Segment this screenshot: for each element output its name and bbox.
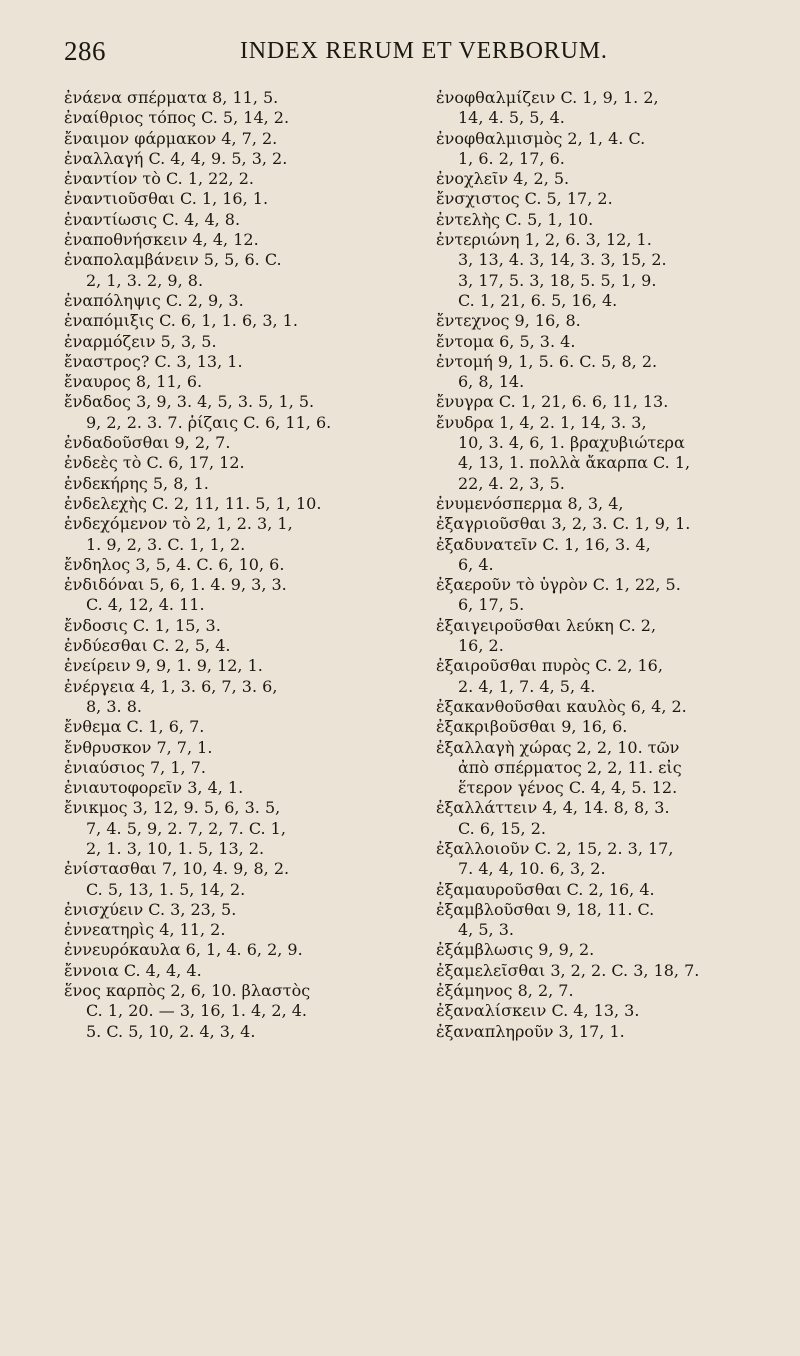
index-entry-continuation: 22, 4. 2, 3, 5.: [458, 473, 565, 493]
index-entry: ἐνείρειν 9, 9, 1. 9, 12, 1.: [64, 656, 263, 676]
index-entry: ἐναντιοῦσθαι C. 1, 16, 1.: [64, 189, 269, 209]
index-column-right: [436, 88, 786, 1042]
index-entry: ἐξαγριοῦσθαι 3, 2, 3. C. 1, 9, 1.: [436, 514, 691, 534]
index-entry-continuation: 7, 4. 5, 9, 2. 7, 2, 7. C. 1,: [86, 818, 286, 838]
index-entry: ἔντεχνος 9, 16, 8.: [436, 311, 581, 331]
index-entry: ἐνιαύσιος 7, 1, 7.: [64, 757, 206, 777]
index-entry-continuation: 4, 13, 1. πολλὰ ἄκαρπα C. 1,: [458, 453, 691, 473]
index-entry: ἐνδεχόμενον τὸ 2, 1, 2. 3, 1,: [64, 514, 293, 534]
index-entry: ἐναλλαγή C. 4, 4, 9. 5, 3, 2.: [64, 148, 288, 168]
index-entry-continuation: 16, 2.: [458, 636, 504, 656]
index-entry-continuation: ἕτερον γένος C. 4, 4, 5. 12.: [458, 778, 678, 798]
index-entry: ἐναντίωσις C. 4, 4, 8.: [64, 209, 241, 229]
index-entry: ἔναυρος 8, 11, 6.: [64, 372, 203, 392]
index-entry: ἐξαλλαγὴ χώρας 2, 2, 10. τῶν: [436, 737, 680, 757]
index-entry: ἐνίστασθαι 7, 10, 4. 9, 8, 2.: [64, 859, 290, 879]
index-entry-continuation: 2. 4, 1, 7. 4, 5, 4.: [458, 676, 596, 696]
index-entry-continuation: 10, 3. 4, 6, 1. βραχυβιώτερα: [458, 433, 685, 453]
index-entry: ἔνδαδος 3, 9, 3. 4, 5, 3. 5, 1, 5.: [64, 392, 315, 412]
index-entry: ἔνθρυσκον 7, 7, 1.: [64, 737, 213, 757]
index-entry: ἐνάενα σπέρματα 8, 11, 5.: [64, 88, 279, 107]
index-entry: ἐξαμαυροῦσθαι C. 2, 16, 4.: [436, 879, 655, 899]
index-entry: ἐναπολαμβάνειν 5, 5, 6. C.: [64, 250, 282, 270]
index-entry: ἐνοχλεῖν 4, 2, 5.: [436, 169, 570, 189]
index-entry: ἐξάμηνος 8, 2, 7.: [436, 981, 574, 1001]
index-entry: ἐξαμελεῖσθαι 3, 2, 2. C. 3, 18, 7.: [436, 960, 700, 980]
index-entry: ἐνδεὲς τὸ C. 6, 17, 12.: [64, 453, 245, 473]
index-entry: ἐνδαδοῦσθαι 9, 2, 7.: [64, 433, 231, 453]
index-entry-continuation: ἀπὸ σπέρματος 2, 2, 11. εἰς: [458, 757, 682, 777]
index-entry: ἐξαιροῦσθαι πυρὸς C. 2, 16,: [436, 656, 663, 676]
index-entry-continuation: 9, 2, 2. 3. 7. ῥίζαις C. 6, 11, 6.: [86, 412, 332, 432]
index-entry: ἔντομα 6, 5, 3. 4.: [436, 331, 576, 351]
index-entry: ἐξαναπληροῦν 3, 17, 1.: [436, 1021, 625, 1041]
index-entry: ἐξαναλίσκειν C. 4, 13, 3.: [436, 1001, 640, 1021]
index-entry: ἐξαδυνατεῖν C. 1, 16, 3. 4,: [436, 534, 651, 554]
index-entry: ἐνιαυτοφορεῖν 3, 4, 1.: [64, 778, 244, 798]
index-entry-continuation: C. 1, 21, 6. 5, 16, 4.: [458, 290, 618, 310]
page-header: [0, 36, 800, 76]
index-column-left: [64, 88, 424, 1042]
index-entry-continuation: C. 6, 15, 2.: [458, 818, 546, 838]
index-entry-continuation: 6, 4.: [458, 554, 494, 574]
index-entry: ἔνθεμα C. 1, 6, 7.: [64, 717, 205, 737]
index-entry: ἐναίθριος τόπος C. 5, 14, 2.: [64, 108, 290, 128]
index-entry: ἐντομή 9, 1, 5. 6. C. 5, 8, 2.: [436, 351, 658, 371]
index-entry-continuation: 7. 4, 4, 10. 6, 3, 2.: [458, 859, 606, 879]
index-entry: ἔνδοσις C. 1, 15, 3.: [64, 615, 221, 635]
running-head: INDEX RERUM ET VERBORUM.: [240, 38, 608, 64]
page-number: 286: [64, 36, 106, 66]
index-entry: ἐνδιδόναι 5, 6, 1. 4. 9, 3, 3.: [64, 575, 287, 595]
index-entry: ἐνδεκήρης 5, 8, 1.: [64, 473, 209, 493]
index-entry: ἐξαλλοιοῦν C. 2, 15, 2. 3, 17,: [436, 838, 674, 858]
index-entry: ἐναπόμιξις C. 6, 1, 1. 6, 3, 1.: [64, 311, 298, 331]
index-entry: ἐννευρόκαυλα 6, 1, 4. 6, 2, 9.: [64, 940, 303, 960]
index-entry: ἐνοφθαλμίζειν C. 1, 9, 1. 2,: [436, 88, 659, 107]
index-entry: ἐξαλλάττειν 4, 4, 14. 8, 8, 3.: [436, 798, 670, 818]
index-entry-continuation: 4, 5, 3.: [458, 920, 514, 940]
index-entry-continuation: C. 1, 20. — 3, 16, 1. 4, 2, 4.: [86, 1001, 308, 1021]
index-entry-continuation: C. 4, 12, 4. 11.: [86, 595, 205, 615]
index-entry-continuation: C. 5, 13, 1. 5, 14, 2.: [86, 879, 246, 899]
index-entry-continuation: 1, 6. 2, 17, 6.: [458, 148, 565, 168]
index-entry: ἐξακανθοῦσθαι καυλὸς 6, 4, 2.: [436, 696, 687, 716]
index-entry: ἔναστρος? C. 3, 13, 1.: [64, 351, 243, 371]
index-entry-continuation: 6, 17, 5.: [458, 595, 525, 615]
index-entry: ἐννεατηρὶς 4, 11, 2.: [64, 920, 226, 940]
index-entry: ἐνέργεια 4, 1, 3. 6, 7, 3. 6,: [64, 676, 278, 696]
index-entry: ἔνυδρα 1, 4, 2. 1, 14, 3. 3,: [436, 412, 647, 432]
index-entry-continuation: 3, 13, 4. 3, 14, 3. 3, 15, 2.: [458, 250, 667, 270]
index-entry-continuation: 14, 4. 5, 5, 4.: [458, 108, 565, 128]
index-entry: ἐναπόληψις C. 2, 9, 3.: [64, 290, 244, 310]
index-entry: ἐνυμενόσπερμα 8, 3, 4,: [436, 493, 624, 513]
index-entry: ἐξακριβοῦσθαι 9, 16, 6.: [436, 717, 628, 737]
index-entry: ἔναιμον φάρμακον 4, 7, 2.: [64, 128, 278, 148]
index-entry: ἔνυγρα C. 1, 21, 6. 6, 11, 13.: [436, 392, 669, 412]
index-entry-continuation: 8, 3. 8.: [86, 696, 142, 716]
index-entry: ἐνδύεσθαι C. 2, 5, 4.: [64, 636, 231, 656]
index-entry: ἐντελὴς C. 5, 1, 10.: [436, 209, 594, 229]
index-entry: ἐξαμβλοῦσθαι 9, 18, 11. C.: [436, 899, 655, 919]
index-entry-continuation: 2, 1, 3. 2, 9, 8.: [86, 270, 204, 290]
index-entry-continuation: 6, 8, 14.: [458, 372, 525, 392]
index-entry: ἐνοφθαλμισμὸς 2, 1, 4. C.: [436, 128, 646, 148]
index-entry-continuation: 2, 1. 3, 10, 1. 5, 13, 2.: [86, 838, 265, 858]
index-entry: ἐξαεροῦν τὸ ὑγρὸν C. 1, 22, 5.: [436, 575, 681, 595]
index-entry-continuation: 5. C. 5, 10, 2. 4, 3, 4.: [86, 1021, 256, 1041]
index-entry: ἕνος καρπὸς 2, 6, 10. βλαστὸς: [64, 981, 311, 1001]
index-entry: ἐξάμβλωσις 9, 9, 2.: [436, 940, 595, 960]
index-entry: ἐναποθνήσκειν 4, 4, 12.: [64, 230, 259, 250]
index-entry: ἐνδελεχὴς C. 2, 11, 11. 5, 1, 10.: [64, 493, 322, 513]
index-entry: ἔννοια C. 4, 4, 4.: [64, 960, 202, 980]
index-entry: ἐξαιγειροῦσθαι λεύκη C. 2,: [436, 615, 657, 635]
index-entry: ἔνσχιστος C. 5, 17, 2.: [436, 189, 613, 209]
index-entry: ἐνισχύειν C. 3, 23, 5.: [64, 899, 237, 919]
index-entry: ἐναντίον τὸ C. 1, 22, 2.: [64, 169, 254, 189]
index-entry-continuation: 3, 17, 5. 3, 18, 5. 5, 1, 9.: [458, 270, 657, 290]
index-entry-continuation: 1. 9, 2, 3. C. 1, 1, 2.: [86, 534, 246, 554]
index-entry: ἐντεριώνη 1, 2, 6. 3, 12, 1.: [436, 230, 652, 250]
index-entry: ἔνικμος 3, 12, 9. 5, 6, 3. 5,: [64, 798, 281, 818]
index-entry: ἐναρμόζειν 5, 3, 5.: [64, 331, 217, 351]
index-entry: ἔνδηλος 3, 5, 4. C. 6, 10, 6.: [64, 554, 285, 574]
